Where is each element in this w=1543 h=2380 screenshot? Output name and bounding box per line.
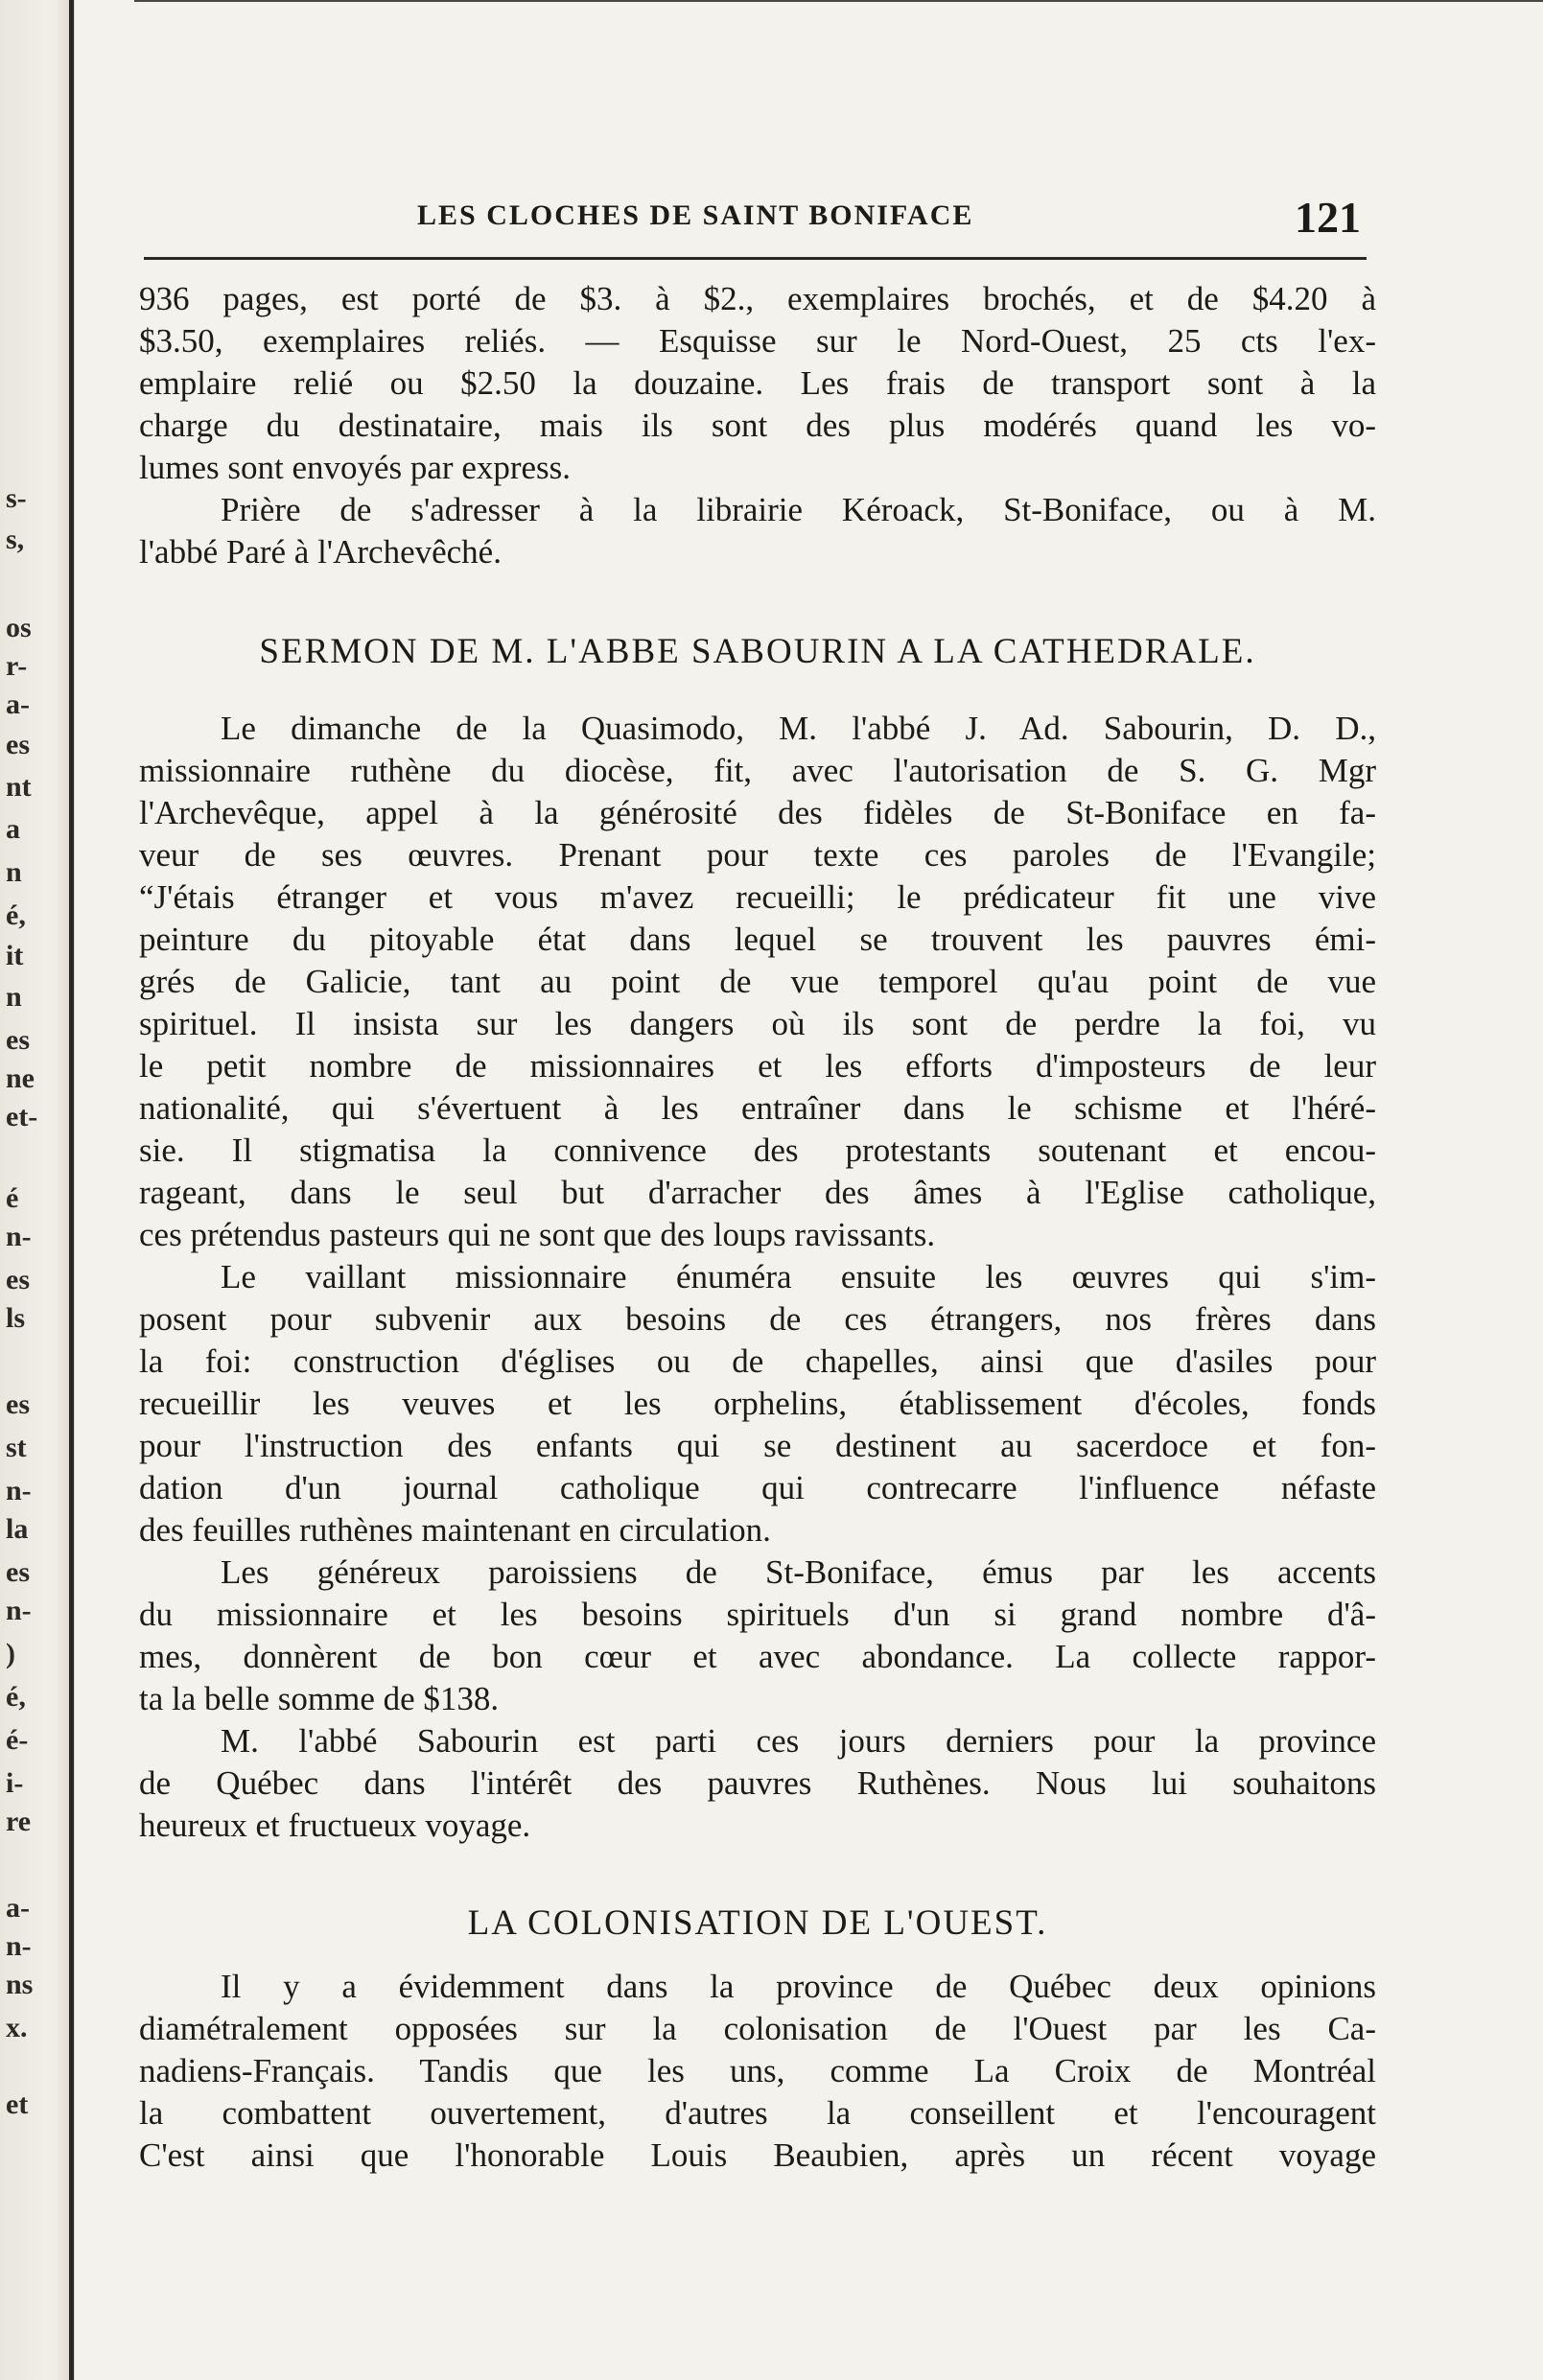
text-line: du missionnaire et les besoins spirituels d'un si grand nombre d'â- (139, 1596, 1376, 1633)
margin-fragment: la (6, 1513, 29, 1545)
continuation-paragraph (139, 278, 1376, 489)
text-line: ces prétendus pasteurs qui ne sont que des loups ravissants. (139, 1216, 936, 1253)
text-line: 936 pages, est porté de $3. à $2., exemplaires brochés, et de $4.20 à (139, 280, 1376, 317)
margin-fragment: re (6, 1806, 32, 1837)
text-line: Le dimanche de la Quasimodo, M. l'abbé J. Ad. Sabourin, D. D., (221, 710, 1376, 747)
sermon-heading: SERMON DE M. L'ABBE SABOURIN A LA CATHEDRALE. (259, 632, 1256, 671)
text-line: dation d'un journal catholique qui contrecarre l'influence néfaste (139, 1469, 1376, 1506)
margin-fragment: i- (6, 1767, 24, 1799)
margin-fragment: é- (6, 1724, 29, 1756)
margin-fragment: es (6, 1388, 30, 1420)
text-line: sie. Il stigmatisa la connivence des protestants soutenant et encou- (139, 1132, 1376, 1169)
text-line: mes, donnèrent de bon cœur et avec abondance. La collecte rappor- (139, 1638, 1376, 1675)
text-line: heureux et fructueux voyage. (139, 1807, 531, 1844)
text-line: emplaire relié ou $2.50 la douzaine. Les frais de transport sont à la (139, 364, 1376, 402)
running-title: LES CLOCHES DE SAINT BONIFACE (417, 199, 974, 231)
margin-fragment: et- (6, 1101, 38, 1132)
margin-fragment: os (6, 612, 32, 643)
text-line: $3.50, exemplaires reliés. — Esquisse sur le Nord-Ouest, 25 cts l'ex- (139, 322, 1376, 360)
margin-fragment: st (6, 1432, 27, 1463)
sermon-paragraph-3 (139, 1552, 1376, 1720)
margin-fragment: a (6, 813, 20, 845)
text-line: peinture du pitoyable état dans lequel se trouvent les pauvres émi- (139, 921, 1376, 958)
margin-fragment: nt (6, 771, 32, 803)
text-line: M. l'abbé Sabourin est parti ces jours derniers pour la province (221, 1722, 1376, 1760)
margin-fragment: ) (6, 1638, 15, 1669)
text-line: lumes sont envoyés par express. (139, 449, 572, 486)
text-line: le petit nombre de missionnaires et les efforts d'imposteurs de leur (139, 1047, 1376, 1085)
text-line: la foi: construction d'églises ou de chapelles, ainsi que d'asiles pour (139, 1342, 1376, 1380)
margin-fragment: r- (6, 650, 28, 682)
margin-fragment: é (6, 1182, 19, 1214)
margin-fragment: é, (6, 899, 26, 931)
text-line: des feuilles ruthènes maintenant en circulation. (139, 1511, 771, 1549)
margin-fragment: ne (6, 1062, 35, 1094)
binding-shadow-line (69, 0, 74, 2380)
sermon-paragraph-2 (139, 1256, 1376, 1552)
margin-fragment: a- (6, 1892, 30, 1924)
text-line: la combattent ouvertement, d'autres la conseillent et l'encouragent (139, 2094, 1376, 2132)
margin-fragment: s, (6, 524, 25, 555)
facing-page-fragments (0, 0, 67, 2380)
text-line: l'Archevêque, appel à la générosité des fidèles de St-Boniface en fa- (139, 794, 1376, 831)
margin-fragment: es (6, 1024, 30, 1056)
text-line: veur de ses œuvres. Prenant pour texte ces paroles de l'Evangile; (139, 836, 1376, 874)
margin-fragment: n- (6, 1930, 32, 1962)
margin-fragment: es (6, 1264, 30, 1295)
margin-fragment: n (6, 856, 22, 888)
text-line: recueillir les veuves et les orphelins, établissement d'écoles, fonds (139, 1385, 1376, 1422)
text-line: Les généreux paroissiens de St-Boniface, émus par les accents (221, 1553, 1376, 1591)
text-line: nationalité, qui s'évertuent à les entraîner dans le schisme et l'héré- (139, 1089, 1376, 1127)
text-line: Prière de s'adresser à la librairie Kéroack, St-Boniface, ou à M. (221, 491, 1376, 528)
text-line: “J'étais étranger et vous m'avez recueilli; le prédicateur fit une vive (139, 878, 1376, 916)
margin-fragment: a- (6, 688, 30, 720)
page-header (144, 192, 1371, 249)
margin-fragment: n (6, 981, 22, 1013)
page-body (139, 278, 1376, 2177)
header-rule (144, 257, 1367, 260)
address-paragraph (139, 489, 1376, 573)
text-line: charge du destinataire, mais ils sont des plus modérés quand les vo- (139, 407, 1376, 444)
margin-fragment: es (6, 729, 30, 760)
top-edge-rule (134, 0, 1543, 2)
text-line: spirituel. Il insista sur les dangers où ils sont de perdre la foi, vu (139, 1005, 1376, 1042)
text-line: C'est ainsi que l'honorable Louis Beaubien, après un récent voyage (139, 2136, 1376, 2174)
text-line: Le vaillant missionnaire énuméra ensuite les œuvres qui s'im- (221, 1258, 1376, 1295)
text-line: de Québec dans l'intérêt des pauvres Ruthènes. Nous lui souhaitons (139, 1764, 1376, 1802)
text-line: pour l'instruction des enfants qui se destinent au sacerdoce et fon- (139, 1427, 1376, 1464)
sermon-paragraph-1 (139, 708, 1376, 1256)
text-line: nadiens-Français. Tandis que les uns, comme La Croix de Montréal (139, 2052, 1376, 2089)
margin-fragment: ls (6, 1302, 26, 1334)
text-line: l'abbé Paré à l'Archevêché. (139, 533, 502, 571)
margin-fragment: et (6, 2088, 29, 2120)
text-line: ta la belle somme de $138. (139, 1680, 500, 1717)
colonisation-paragraph-1 (139, 1966, 1376, 2177)
text-line: missionnaire ruthène du diocèse, fit, avec l'autorisation de S. G. Mgr (139, 752, 1376, 789)
sermon-paragraph-4 (139, 1720, 1376, 1847)
text-line: posent pour subvenir aux besoins de ces étrangers, nos frères dans (139, 1300, 1376, 1338)
margin-fragment: é, (6, 1681, 26, 1713)
margin-fragment: n- (6, 1475, 32, 1506)
text-line: diamétralement opposées sur la colonisation de l'Ouest par les Ca- (139, 2010, 1376, 2047)
text-line: grés de Galicie, tant au point de vue temporel qu'au point de vue (139, 963, 1376, 1000)
page-number: 121 (1295, 193, 1361, 242)
margin-fragment: it (6, 940, 24, 971)
margin-fragment: s- (6, 482, 27, 514)
margin-fragment: ns (6, 1969, 34, 2000)
margin-fragment: n- (6, 1595, 32, 1626)
margin-fragment: x. (6, 2012, 28, 2043)
text-line: Il y a évidemment dans la province de Québec deux opinions (221, 1968, 1376, 2005)
text-line: rageant, dans le seul but d'arracher des âmes à l'Eglise catholique, (139, 1174, 1376, 1211)
margin-fragment: es (6, 1556, 30, 1588)
colonisation-heading: LA COLONISATION DE L'OUEST. (467, 1903, 1048, 1943)
margin-fragment: n- (6, 1221, 32, 1252)
